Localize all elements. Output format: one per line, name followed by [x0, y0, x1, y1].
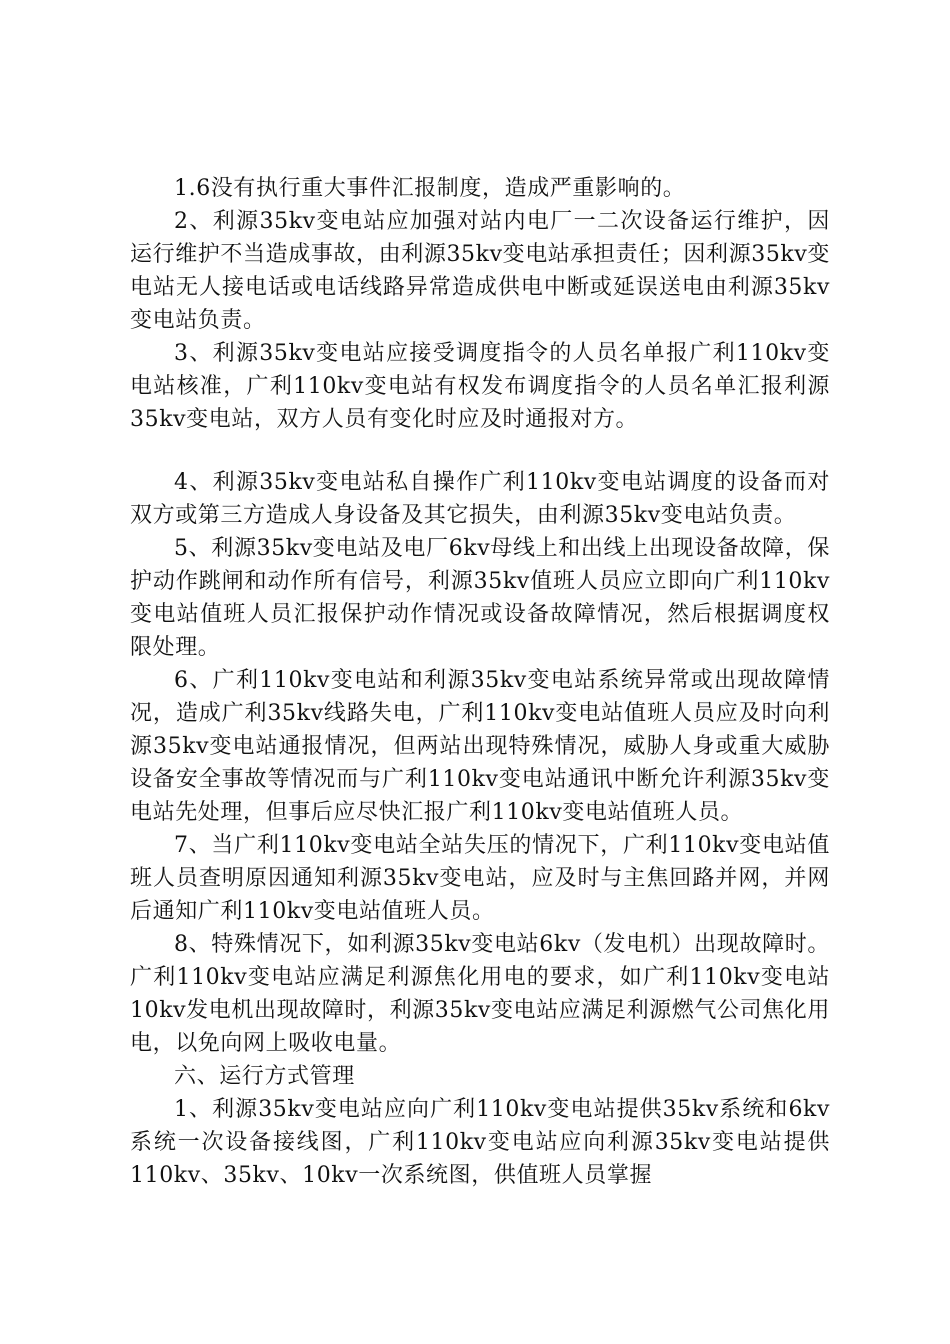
paragraph-8: 8、特殊情况下，如利源35kv变电站6kv（发电机）出现故障时。广利110kv变电站应满足利源焦化用电的要求，如广利110kv变电站10kv发电机出现故障时，利源35kv变电站应满足利源燃气公司焦化用电，以免向网上吸收电量。 [130, 932, 830, 1056]
paragraph-3: 3、利源35kv变电站应接受调度指令的人员名单报广利110kv变电站核准，广利110kv变电站有权发布调度指令的人员名单汇报利源35kv变电站，双方人员有变化时应及时通报对方。 [130, 341, 830, 432]
paragraph-2: 2、利源35kv变电站应加强对站内电厂一二次设备运行维护，因运行维护不当造成事故，由利源35kv变电站承担责任；因利源35kv变电站无人接电话或电话线路异常造成供电中断或延误送电由利源35kv变电站负责。 [130, 209, 830, 333]
section-heading-operation-mode: 六、运行方式管理 [174, 1064, 355, 1089]
paragraph-7: 7、当广利110kv变电站全站失压的情况下，广利110kv变电站值班人员查明原因通知利源35kv变电站，应及时与主焦回路并网，并网后通知广利110kv变电站值班人员。 [130, 833, 830, 924]
paragraph-4: 4、利源35kv变电站私自操作广利110kv变电站调度的设备而对双方或第三方造成人身设备及其它损失，由利源35kv变电站负责。 [130, 470, 830, 528]
paragraph-6: 6、广利110kv变电站和利源35kv变电站系统异常或出现故障情况，造成广利35kv线路失电，广利110kv变电站值班人员应及时向利源35kv变电站通报情况，但两站出现特殊情况，威胁人身或重大威胁设备安全事故等情况而与广利110kv变电站通讯中断允许利源35kv变电站先处理，但事后应尽快汇报广利110kv变电站值班人员。 [130, 668, 830, 825]
paragraph-operation-1: 1、利源35kv变电站应向广利110kv变电站提供35kv系统和6kv系统一次设备接线图，广利110kv变电站应向利源35kv变电站提供110kv、35kv、10kv一次系统图，供值班人员掌握 [130, 1097, 830, 1188]
paragraph-1-6: 1.6没有执行重大事件汇报制度，造成严重影响的。 [174, 176, 686, 201]
document-body [130, 172, 830, 1192]
paragraph-5: 5、利源35kv变电站及电厂6kv母线上和出线上出现设备故障，保护动作跳闸和动作所有信号，利源35kv值班人员应立即向广利110kv变电站值班人员汇报保护动作情况或设备故障情况，然后根据调度权限处理。 [130, 536, 830, 660]
